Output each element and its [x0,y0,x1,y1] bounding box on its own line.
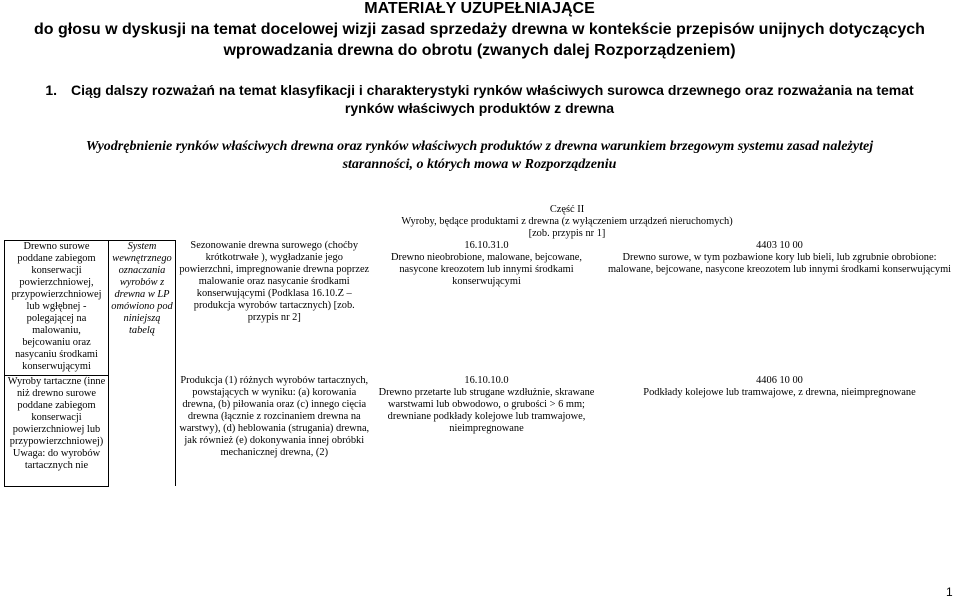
part-header-line-3: [zob. przypis nr 1] [528,228,606,239]
section-1-heading [0,81,959,117]
page-number: 1 [946,585,953,599]
row-2-cn-code: 4406 10 00 [756,375,803,386]
document-subtitle [0,19,959,61]
row-2-description: Produkcja (1) różnych wyrobów tartacznych, powstających w wyniku: (a) korowania drewna, (b) piłowania oraz (c) innego cięcia drewna (łącznie z rozcinaniem drewna na warstwy), (d) heblowania (strugania) drewna, jak również (e) dokonywania innej obróbki mechanicznej drewna, (2) [179,375,370,458]
row-1-pkwiu-desc: Drewno nieobrobione, malowane, bejcowane, nasycone kreozotem lub innymi środkami konserwującymi [390,252,582,287]
subtitle-line-1: do głosu w dyskusji na temat docelowej wizji zasad sprzedaży drewna w kontekście przepisów unijnych dotyczących [34,21,925,38]
subtitle-line-2: wprowadzania drewna do obrotu (zwanych dalej Rozporządzeniem) [223,42,736,59]
row-1-pkwiu [373,240,601,375]
part-header-line-1: Część II [549,204,585,215]
row-2-pkwiu-desc: Drewno przetarte lub strugane wzdłużnie, skrawane warstwami lub obwodowo, o grubości > 6 mm; drewniane podkłady kolejowe lub tramwajowe, nieimpregnowane [378,387,595,434]
row-2-cn [601,375,959,486]
row-1-pkwiu-code: 16.10.31.0 [464,240,509,251]
system-note-cell: System wewnętrznego oznaczania wyrobów z drewna w LP omówiono pod niniejszą tabelą [109,240,176,486]
section-2-line-2: staranności, o których mowa w Rozporządzeniu [342,157,617,172]
section-2-line-1: Wyodrębnienie rynków właściwych drewna oraz rynków właściwych produktów z drewna warunkiem brzegowym systemu zasad należytej [85,139,874,154]
row-2-pkwiu-code: 16.10.10.0 [464,375,509,386]
part-header [176,200,959,240]
classification-table [4,200,959,487]
section-1-line-2: rynków właściwych produktów z drewna [344,100,615,116]
section-1-number: 1. [45,82,57,98]
row-1-cn [601,240,959,375]
table-row [5,240,959,375]
row-1-description: Sezonowanie drewna surowego (choćby krótkotrwałe ), wygładzanie jego powierzchni, impregnowanie drewna poprzez malowanie oraz nasycanie środkami konserwującymi (Podklasa 16.10.Z – produkcja wyrobów tartacznych) [zob. przypis nr 2] [179,240,370,323]
row-2-pkwiu [373,375,601,486]
section-2-heading [0,138,959,174]
document-title: MATERIAŁY UZUPEŁNIAJĄCE [364,0,595,17]
row-2-cn-desc: Podkłady kolejowe lub tramwajowe, z drewna, nieimpregnowane [643,387,916,398]
row-1-cn-code: 4403 10 00 [756,240,803,251]
category-sawn-wood-cell: Wyroby tartaczne (inne niż drewno surowe poddane zabiegom konserwacji powierzchniowej lub przypowierzchniowej) Uwaga: do wyrobów tartacznych nie [5,375,109,486]
row-1-cn-desc: Drewno surowe, w tym pozbawione kory lub bieli, lub zgrubnie obrobione: malowane, bejcowane, nasycone kreozotem lub innymi środkami konserwującymi [607,252,952,275]
part-header-row [5,200,959,240]
section-1-line-1: Ciąg dalszy rozważań na temat klasyfikacji i charakterystyki rynków właściwych surowca drzewnego oraz rozważania na temat [71,82,914,98]
part-header-line-2: Wyroby, będące produktami z drewna (z wyłączeniem urządzeń nieruchomych) [401,216,733,227]
category-raw-wood-cell: Drewno surowe poddane zabiegom konserwacji powierzchniowej, przypowierzchniowej lub wgłębnej - polegającej na malowaniu, bejcowaniu oraz nasycaniu środkami konserwującymi [5,240,109,375]
